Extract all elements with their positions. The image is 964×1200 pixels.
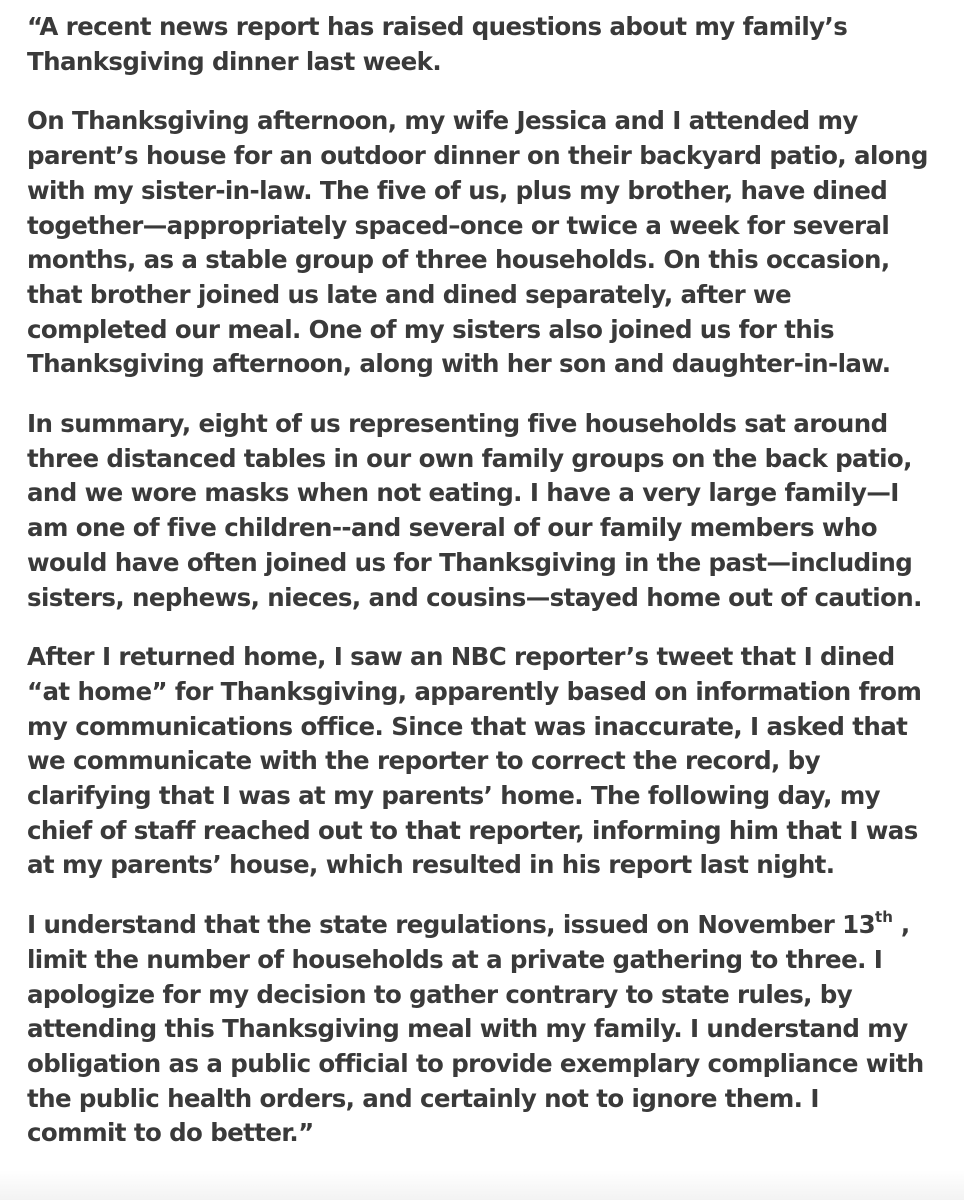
statement-text [27, 10, 957, 1151]
text-line: we communicate with the reporter to correct the record, by [27, 746, 820, 776]
text-line: would have often joined us for Thanksgiving in the past—including [27, 547, 913, 577]
text-line: chief of staff reached out to that reporter, informing him that I was [27, 815, 918, 845]
text-line: that brother joined us late and dined separately, after we [27, 279, 792, 309]
paragraph-news-report [27, 640, 957, 883]
text-fragment: , [892, 910, 910, 940]
text-line: am one of five children--and several of our family members who [27, 513, 878, 543]
paragraph-apology [27, 908, 957, 1151]
text-line: attending this Thanksgiving meal with my family. I understand my [27, 1014, 908, 1044]
text-line: “at home” for Thanksgiving, apparently based on information from [27, 676, 922, 706]
text-line: completed our meal. One of my sisters also joined us for this [27, 314, 834, 344]
paragraph-intro [27, 10, 957, 79]
text-line: with my sister-in-law. The five of us, plus my brother, have dined [27, 175, 888, 205]
text-line: Thanksgiving dinner last week. [27, 46, 442, 76]
ordinal-superscript: th [875, 908, 893, 927]
text-line: my communications office. Since that was inaccurate, I asked that [27, 711, 908, 741]
text-line: limit the number of households at a private gathering to three. I [27, 944, 883, 974]
text-line: commit to do better.” [27, 1118, 314, 1148]
text-line: “A recent news report has raised questions about my family’s [27, 12, 848, 41]
text-line: at my parents’ house, which resulted in his report last night. [27, 850, 835, 880]
text-line: months, as a stable group of three households. On this occasion, [27, 245, 890, 275]
text-line: Thanksgiving afternoon, along with her son and daughter-in-law. [27, 349, 891, 379]
text-line: parent’s house for an outdoor dinner on their backyard patio, along [27, 141, 928, 171]
text-line: sisters, nephews, nieces, and cousins—stayed home out of caution. [27, 582, 922, 612]
text-line: apologize for my decision to gather contrary to state rules, by [27, 979, 853, 1009]
text-line: After I returned home, I saw an NBC reporter’s tweet that I dined [27, 642, 895, 672]
text-line: On Thanksgiving afternoon, my wife Jessica and I attended my [27, 106, 858, 136]
paragraph-summary [27, 407, 957, 615]
text-line: In summary, eight of us representing five households sat around [27, 409, 888, 439]
text-line: and we wore masks when not eating. I have a very large family—I [27, 478, 899, 508]
text-line: three distanced tables in our own family groups on the back patio, [27, 443, 912, 473]
text-line: clarifying that I was at my parents’ home. The following day, my [27, 781, 881, 811]
text-line: the public health orders, and certainly not to ignore them. I [27, 1083, 819, 1113]
text-fragment: I understand that the state regulations, issued on November 13 [27, 910, 876, 940]
bottom-edge-shade [0, 1170, 964, 1200]
text-line: obligation as a public official to provide exemplary compliance with [27, 1048, 924, 1078]
text-line: together—appropriately spaced–once or twice a week for several [27, 210, 890, 240]
paragraph-thanksgiving-afternoon [27, 104, 957, 382]
text-line [27, 908, 957, 943]
